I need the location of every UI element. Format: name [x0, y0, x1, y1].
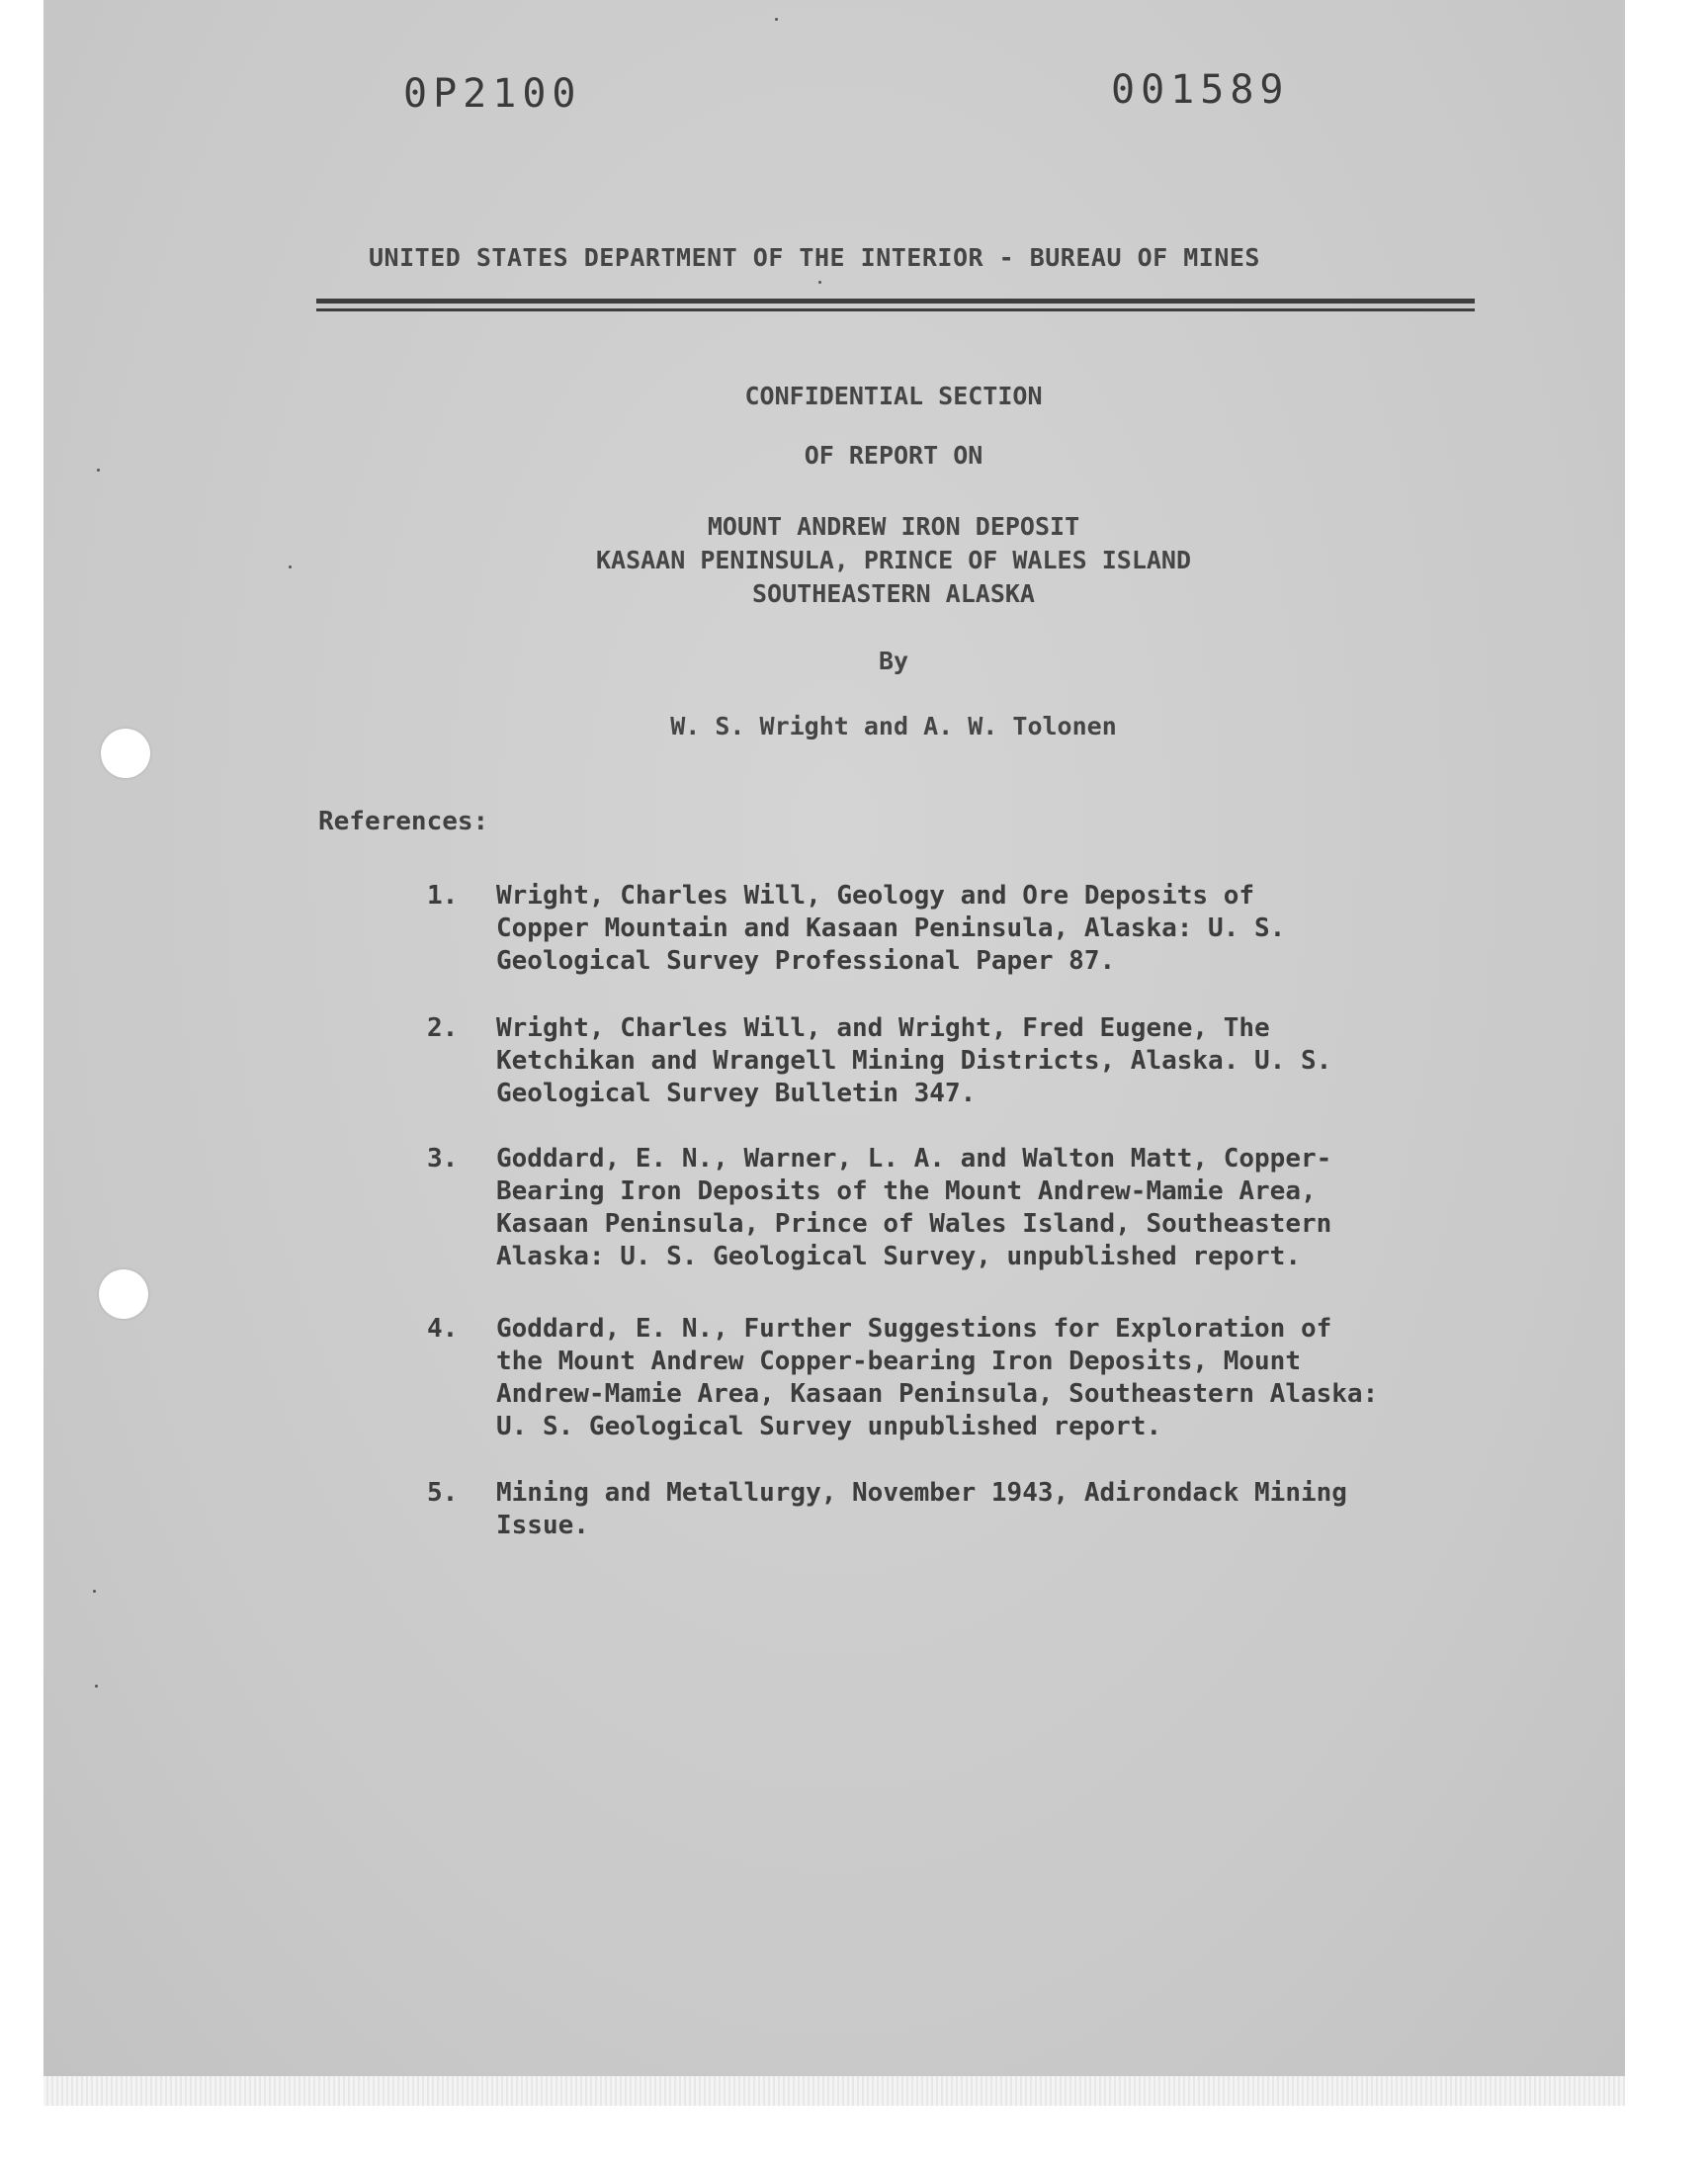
section-subtitle: OF REPORT ON	[804, 441, 983, 470]
reference-number: 4.	[427, 1314, 459, 1344]
reference-number: 3.	[427, 1144, 459, 1174]
reference-number: 5.	[427, 1478, 459, 1508]
paper-speck	[97, 469, 100, 472]
paper-speck	[775, 18, 778, 21]
references-label: References:	[318, 807, 489, 836]
reference-text: Wright, Charles Will, Geology and Ore Deposits of Copper Mountain and Kasaan Peninsula, Alaska: U. S. Geological Survey Professional Paper 87.	[496, 881, 1286, 976]
authors: W. S. Wright and A. W. Tolonen	[670, 712, 1117, 740]
paper-speck	[289, 566, 292, 568]
report-title-line-1: MOUNT ANDREW IRON DEPOSIT	[707, 512, 1080, 541]
document-stamp-left: 0P2100	[403, 71, 582, 117]
paper-speck	[95, 1685, 98, 1688]
document-page	[43, 0, 1625, 2076]
punch-hole	[99, 1269, 148, 1319]
header-rule-bottom	[316, 308, 1475, 311]
reference-text: Goddard, E. N., Further Suggestions for Exploration of the Mount Andrew Copper-bearing Iron Deposits, Mount Andrew-Mamie Area, Kasaan Peninsula, Southeastern Alaska: U. S. Geological Survey unpublished report.	[496, 1314, 1379, 1441]
reference-number: 2.	[427, 1013, 459, 1043]
reference-text: Goddard, E. N., Warner, L. A. and Walton Matt, Copper- Bearing Iron Deposits of the Mount Andrew-Mamie Area, Kasaan Peninsula, Prince of Wales Island, Southeastern Alaska: U. S. Geological Survey, unpublished report.	[496, 1144, 1332, 1271]
reference-text: Mining and Metallurgy, November 1943, Adirondack Mining Issue.	[496, 1478, 1347, 1540]
section-title: CONFIDENTIAL SECTION	[744, 382, 1043, 410]
agency-header: UNITED STATES DEPARTMENT OF THE INTERIOR - BUREAU OF MINES	[369, 243, 1260, 272]
reference-number: 1.	[427, 881, 459, 911]
punch-hole	[101, 729, 150, 778]
report-title-line-3: SOUTHEASTERN ALASKA	[752, 579, 1035, 608]
paper-speck	[818, 281, 821, 284]
by-label: By	[878, 647, 909, 675]
reference-text: Wright, Charles Will, and Wright, Fred Eugene, The Ketchikan and Wrangell Mining Districts, Alaska. U. S. Geological Survey Bulletin 347.	[496, 1013, 1332, 1108]
report-title-line-2: KASAAN PENINSULA, PRINCE OF WALES ISLAND	[595, 546, 1192, 574]
document-stamp-right: 001589	[1111, 67, 1290, 113]
scan-edge-strip	[43, 2076, 1625, 2106]
paper-speck	[93, 1590, 96, 1593]
header-rule-top	[316, 299, 1475, 304]
